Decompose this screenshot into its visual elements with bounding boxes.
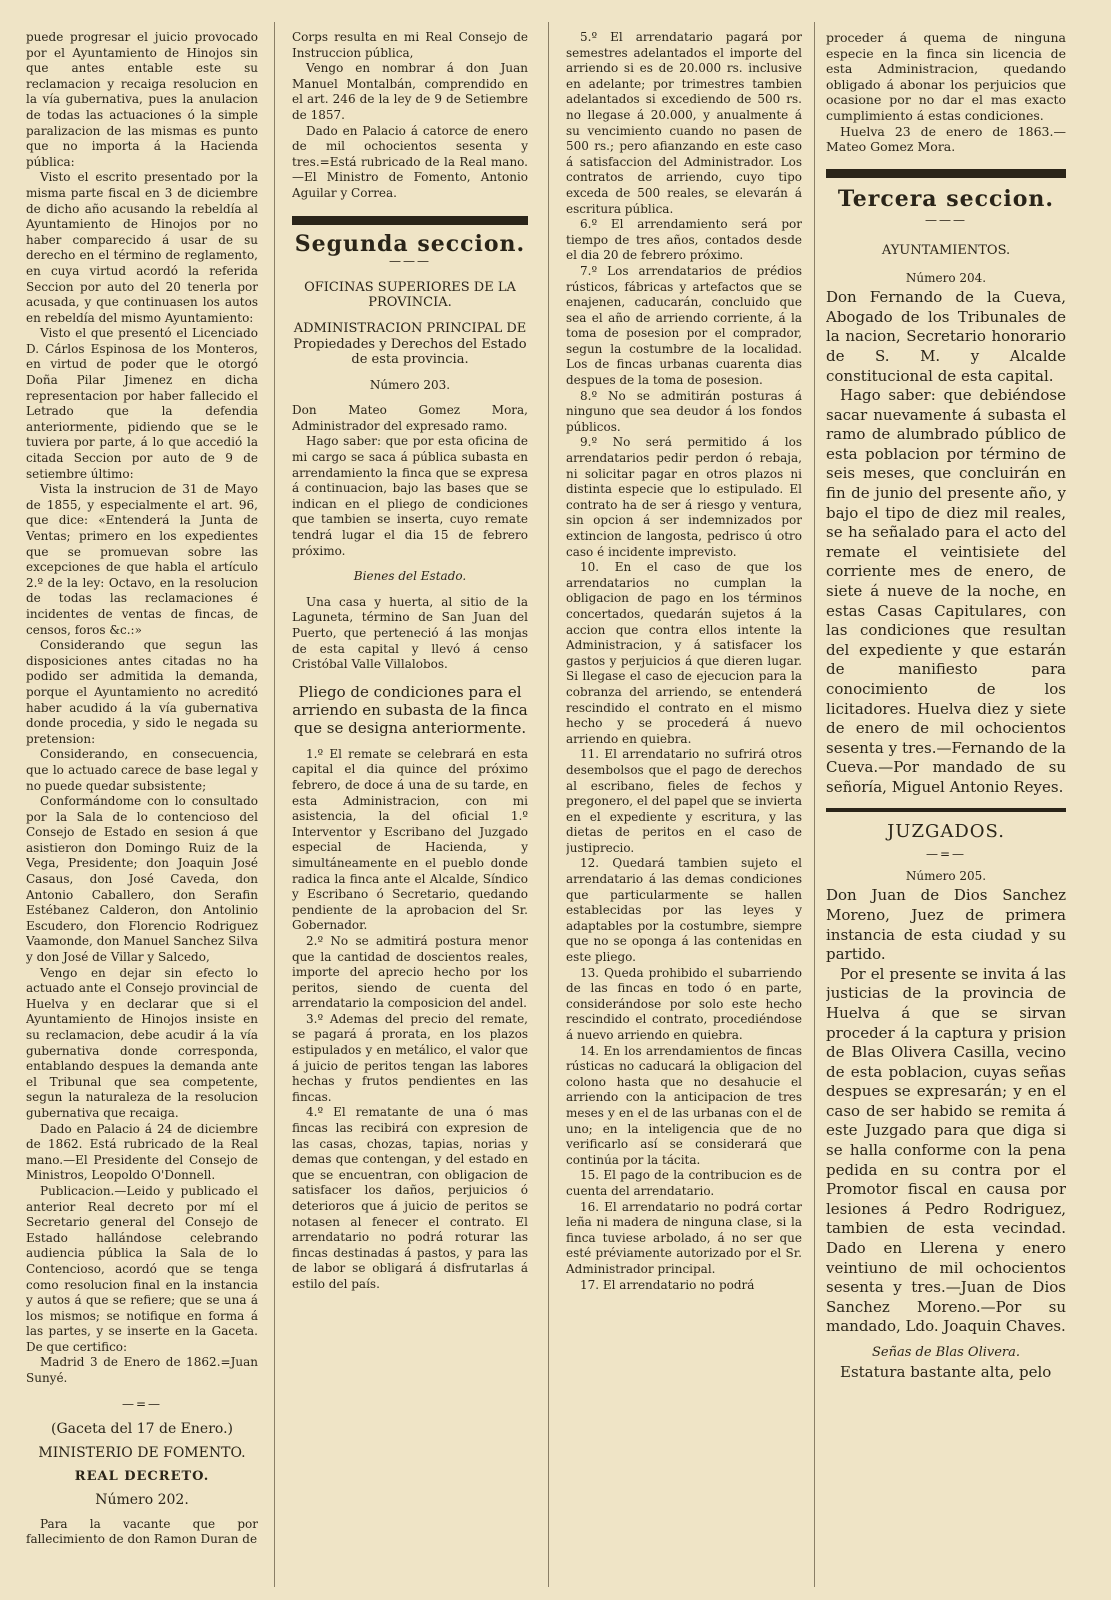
column-rule: [814, 22, 815, 1587]
ayuntamientos-heading: AYUNTAMIENTOS.: [881, 242, 1011, 258]
condition-item: 15. El pago de la contribucion es de cuenta del arrendatario.: [566, 1168, 802, 1198]
signature-line: Huelva 23 de enero de 1863.—Mateo Gomez Mora.: [826, 123, 1066, 155]
condition-item: 7.º Los arrendatarios de prédios rústicos, fábricas y artefactos que se enajenen, caducarán, concluido que sea el año de arriendo corriente, á la toma de posesion por el comprador, segun la costumbre de la localidad. Los de fincas urbanas cuarenta dias despues de la toma de posesion.: [566, 263, 802, 388]
section-divider: [292, 216, 528, 225]
paragraph: Por el presente se invita á las justicias de la provincia de Huelva á que se sirvan proceder á la captura y prision de Blas Olivera Casilla, vecino de esta poblacion, cuyas señas despues se expresarán; y en el caso de ser habido se remita á este Juzgado para que diga si se halla conforme con la pena pedida en su contra por el Promotor fiscal en causa por lesiones á Pedro Rodriguez, tambien de esta vecindad. Dado en Llerena y enero veintiuno de mil ochocientos sesenta y tres.—Juan de Dios Sanchez Moreno.—Por su mandado, Ldo. Joaquin Chaves.: [826, 964, 1066, 1336]
administration-heading: ADMINISTRACION PRINCIPAL DE Propiedades y Derechos del Estado de esta provincia.: [293, 320, 527, 368]
subheading: Señas de Blas Olivera.: [871, 1345, 1021, 1360]
separator: —=—: [925, 847, 967, 862]
condition-item: 6.º El arrendamiento será por tiempo de tres años, contados desde el dia 20 de febrero próximo.: [566, 217, 802, 263]
separator: ———: [389, 254, 431, 269]
condition-item: 9.º No será permitido á los arrendatarios pedir perdon ó rebaja, ni solicitar pagar en otros plazos ni distinta especie que lo estipulado. El contrato ha de ser á riesgo y ventura, sin opcion á ser indemnizados por extincion de langosta, pedrisco ú otro caso é incidente imprevisto.: [566, 435, 802, 559]
offices-heading: OFICINAS SUPERIORES DE LA PROVINCIA.: [304, 279, 516, 311]
paragraph: Don Fernando de la Cueva, Abogado de los Tribunales de la nacion, Secretario honorario de S. M. y Alcalde constitucional de esta capital.: [826, 288, 1066, 385]
paragraph: Don Mateo Gomez Mora, Administrador del expresado ramo.: [292, 403, 528, 433]
paragraph: Vengo en dejar sin efecto lo actuado ante el Consejo provincial de Huelva y en declarar que si el Ayuntamiento de Hinojos insiste en su reclamacion, debe acudir á la vía gubernativa donde corresponda, entablando despues la demanda ante el Tribunal que sea competente, segun la naturaleza de la resolucion gubernativa que recaiga.: [26, 965, 258, 1120]
column-1: [26, 30, 258, 1590]
juzgados-heading: JUZGADOS.: [887, 820, 1005, 842]
condition-item: 4.º El rematante de una ó mas fincas las recibirá con expresion de las casas, chozas, tapias, norias y demas que contengan, y del estado en que se encuentran, con obligacion de satisfacer los daños, perjuicios ó deterioros que á juicio de peritos se notasen al fenecer el contrato. El arrendatario no podrá roturar las fincas destinadas á pastos, y para las de labor se obligará á disfrutarlas á estilo del país.: [292, 1105, 528, 1291]
paragraph: Una casa y huerta, al sitio de la Laguneta, término de San Juan del Puerto, que perteneció á las monjas de esta capital y llevó á censo Cristóbal Valle Villalobos.: [292, 594, 528, 672]
column-3: [566, 30, 802, 1590]
conditions-heading: Pliego de condiciones para el arriendo en subasta de la finca que se designa anteriormente.: [292, 682, 528, 737]
column-4: [826, 30, 1066, 1590]
separator: —=—: [121, 1396, 163, 1411]
paragraph: puede progresar el juicio provocado por el Ayuntamiento de Hinojos sin que antes entable este su reclamacion y recaiga resolucion en la vía gubernativa, pues la anulacion de todas las actuaciones ó la simple paralizacion de las mismas es punto que no importa á la Hacienda pública:: [26, 30, 258, 169]
condition-item: 5.º El arrendatario pagará por semestres adelantados el importe del arriendo si es de 20.000 rs. inclusive en adelante; por trimestres tambien adelantados si excediendo de 500 rs. no llegase á 20.000, y anualmente á su vencimiento cuando no pasen de 500 rs.; pero afianzando en este caso á satisfaccion del Administrador. Los contratos de arriendo, cuyo tipo exceda de 500 reales, se elevarán á escritura pública.: [566, 30, 802, 216]
paragraph: Para la vacante que por fallecimiento de don Ramon Duran de: [26, 1516, 258, 1547]
paragraph: Estatura bastante alta, pelo: [840, 1362, 1052, 1381]
paragraph: Dado en Palacio á catorce de enero de mil ochocientos sesenta y tres.=Está rubricado de la Real mano.—El Ministro de Fomento, Antonio Aguilar y Correa.: [292, 123, 528, 200]
separator: ———: [925, 213, 967, 228]
section-divider: [826, 808, 1066, 812]
paragraph: Hago saber: que debiéndose sacar nuevamente á subasta el ramo de alumbrado público de esta poblacion por término de seis meses, que concluirán en fin de junio del presente año, y bajo el tipo de diez mil reales, se ha señalado para el acto del remate el veintisiete del corriente mes de enero, de siete á nueve de la noche, en estas Casas Capitulares, con las condiciones que resultan del expediente y que estarán de manifiesto para conocimiento de los licitadores. Huelva diez y siete de enero de mil ochocientos sesenta y tres.—Fernando de la Cueva.—Por mandado de su señoría, Miguel Antonio Reyes.: [826, 386, 1066, 796]
condition-item: 10. En el caso de que los arrendatarios no cumplan la obligacion de pago en los términos concertados, quedarán sujetos á la accion que contra ellos intente la Administracion, y á satisfacer los gastos y perjuicios á que dieren lugar. Si llegase el caso de ejecucion para la cobranza del arriendo, se entenderá rescindido el contrato en el mismo hecho y se procederá á nuevo arriendo en quiebra.: [566, 560, 802, 746]
paragraph: Considerando, en consecuencia, que lo actuado carece de base legal y no puede quedar subsistente;: [26, 747, 258, 793]
condition-item: 8.º No se admitirán posturas á ninguno que sea deudor á los fondos públicos.: [566, 388, 802, 434]
condition-item: 13. Queda prohibido el subarriendo de las fincas en todo ó en parte, considerándose por solo este hecho rescindido el contrato, procediéndose á nuevo arriendo en quiebra.: [566, 965, 802, 1042]
condition-item: 3.º Ademas del precio del remate, se pagará á prorata, en los plazos estipulados y en metálico, el valor que á juicio de peritos tengan las labores hechas y frutos pendientes en las fincas.: [292, 1011, 528, 1104]
paragraph: Dado en Palacio á 24 de diciembre de 1862. Está rubricado de la Real mano.—El Presidente del Consejo de Ministros, Leopoldo O'Donnell.: [26, 1121, 258, 1183]
paragraph: Vengo en nombrar á don Juan Manuel Montalbán, comprendido en el art. 246 de la ley de 9 de Setiembre de 1857.: [292, 61, 528, 122]
column-rule: [548, 22, 549, 1587]
gazette-reference: (Gaceta del 17 de Enero.): [51, 1421, 233, 1438]
paragraph: Visto el que presentó el Licenciado D. Cárlos Espinosa de los Monteros, en virtud de poder que le otorgó Doña Pilar Jimenez en dicha representacion por haber fallecido el Letrado que la defendia anteriormente, pidiendo que se le tuviera por parte, á lo que accedió la citada Seccion por auto de 9 de setiembre último:: [26, 326, 258, 481]
condition-item: 16. El arrendatario no podrá cortar leña ni madera de ninguna clase, si la finca tuviese arbolado, á no ser que esté préviamente autorizado por el Sr. Administrador principal.: [566, 1199, 802, 1276]
section-title: Tercera seccion.: [837, 185, 1055, 212]
paragraph: proceder á quema de ninguna especie en la finca sin licencia de esta Administracion, quedando obligado á abonar los perjuicios que ocasione por no dar el mas exacto cumplimiento á estas condiciones.: [826, 30, 1066, 123]
paragraph: Corps resulta en mi Real Consejo de Instruccion pública,: [292, 30, 528, 60]
ministry-title: MINISTERIO DE FOMENTO.: [38, 1444, 246, 1461]
condition-item: 14. En los arrendamientos de fincas rústicas no caducará la obligacion del colono hasta que no desahucie el arriendo con la anticipacion de tres meses y en el de las urbanas con el de uno; en la inteligencia que de no verificarlo así se considerará que continúa por la tácita.: [566, 1043, 802, 1167]
condition-item: 2.º No se admitirá postura menor que la cantidad de doscientos reales, importe del aprecio hecho por los peritos, siendo de cuenta del arrendatario la composicion del andel.: [292, 933, 528, 1011]
decree-number: Número 202.: [95, 1492, 189, 1509]
condition-item: 17. El arrendatario no podrá: [580, 1277, 755, 1292]
paragraph: Conformándome con lo consultado por la Sala de lo contencioso del Consejo de Estado en sesion á que asistieron don Domingo Ruiz de la Vega, Presidente; don Joaquin José Casaus, don José Caveda, don Antonio Caballero, don Serafin Estébanez Calderon, don Antolinio Escudero, don Florencio Rodriguez Vaamonde, don Manuel Sanchez Silva y don José de Villar y Salcedo,: [26, 794, 258, 965]
decree-title: REAL DECRETO.: [74, 1469, 210, 1485]
column-rule: [274, 22, 275, 1587]
paragraph: Hago saber: que por esta oficina de mi cargo se saca á pública subasta en arrendamiento la finca que se expresa á continuacion, bajo las bases que se indican en el pliego de condiciones que tambien se inserta, cuyo remate tendrá lugar el dia 15 de febrero próximo.: [292, 434, 528, 558]
paragraph: Don Juan de Dios Sanchez Moreno, Juez de primera instancia de esta ciudad y su partido.: [826, 886, 1066, 964]
paragraph: Vista la instrucion de 31 de Mayo de 1855, y especialmente el art. 96, que dice: «Entenderá la Junta de Ventas; primero en los expedientes que se promuevan sobre las excepciones de que habla el artículo 2.º de la ley: Octavo, en la resolucion de todas las reclamaciones é incidentes de ventas de fincas, de censos, foros &c.:»: [26, 482, 258, 637]
notice-number: Número 205.: [905, 868, 987, 883]
signature-line: Madrid 3 de Enero de 1862.=Juan Sunyé.: [26, 1355, 258, 1386]
section-title: Segunda seccion.: [294, 230, 526, 257]
paragraph: Visto el escrito presentado por la misma parte fiscal en 3 de diciembre de dicho año acusando la rebeldía al Ayuntamiento de Hinojos por no haber comparecido á usar de su derecho en el término de reglamento, en cuya virtud acordó la referida Seccion por auto del 20 tenerla por acusada, y que continuasen los autos en rebeldía del mismo Ayuntamiento:: [26, 170, 258, 325]
paragraph: Considerando que segun las disposiciones antes citadas no ha podido ser admitida la demanda, porque el Ayuntamiento no acreditó haber acudido á la vía gubernativa donde procedia, y sido le negada su pretension:: [26, 638, 258, 746]
notice-number: Número 203.: [369, 377, 451, 392]
condition-item: 12. Quedará tambien sujeto el arrendatario á las demas condiciones que particularmente se hallen establecidas por las leyes y adaptables por la costumbre, siempre que no se oponga á las contenidas en este pliego.: [566, 856, 802, 965]
condition-item: 1.º El remate se celebrará en esta capital el dia quince del próximo febrero, de doce á una de su tarde, en esta Administracion, con mi asistencia, la del oficial 1.º Interventor y Escribano del Juzgado especial de Hacienda, y simultáneamente en el pueblo donde radica la finca ante el Alcalde, Síndico y Escribano ó Secretario, quedando pendiente de la aprobacion del Sr. Gobernador.: [292, 746, 528, 933]
subheading: Bienes del Estado.: [353, 569, 467, 584]
section-divider: [826, 169, 1066, 178]
paragraph: Publicacion.—Leido y publicado el anterior Real decreto por mí el Secretario general del Consejo de Estado hallándose celebrando audiencia pública la Sala de lo Contencioso, acordó que se tenga como resolucion final en la instancia y autos á que se refiere; que se una á los mismos; se notifique en forma á las partes, y se inserte en la Gaceta. De que certifico:: [26, 1183, 258, 1354]
condition-item: 11. El arrendatario no sufrirá otros desembolsos que el pago de derechos al escribano, fieles de fechos y pregonero, el del papel que se invierta en el expediente y escritura, y las dietas de peritos en el caso de justiprecio.: [566, 747, 802, 855]
notice-number: Número 204.: [905, 270, 987, 285]
column-2: [292, 30, 528, 1590]
